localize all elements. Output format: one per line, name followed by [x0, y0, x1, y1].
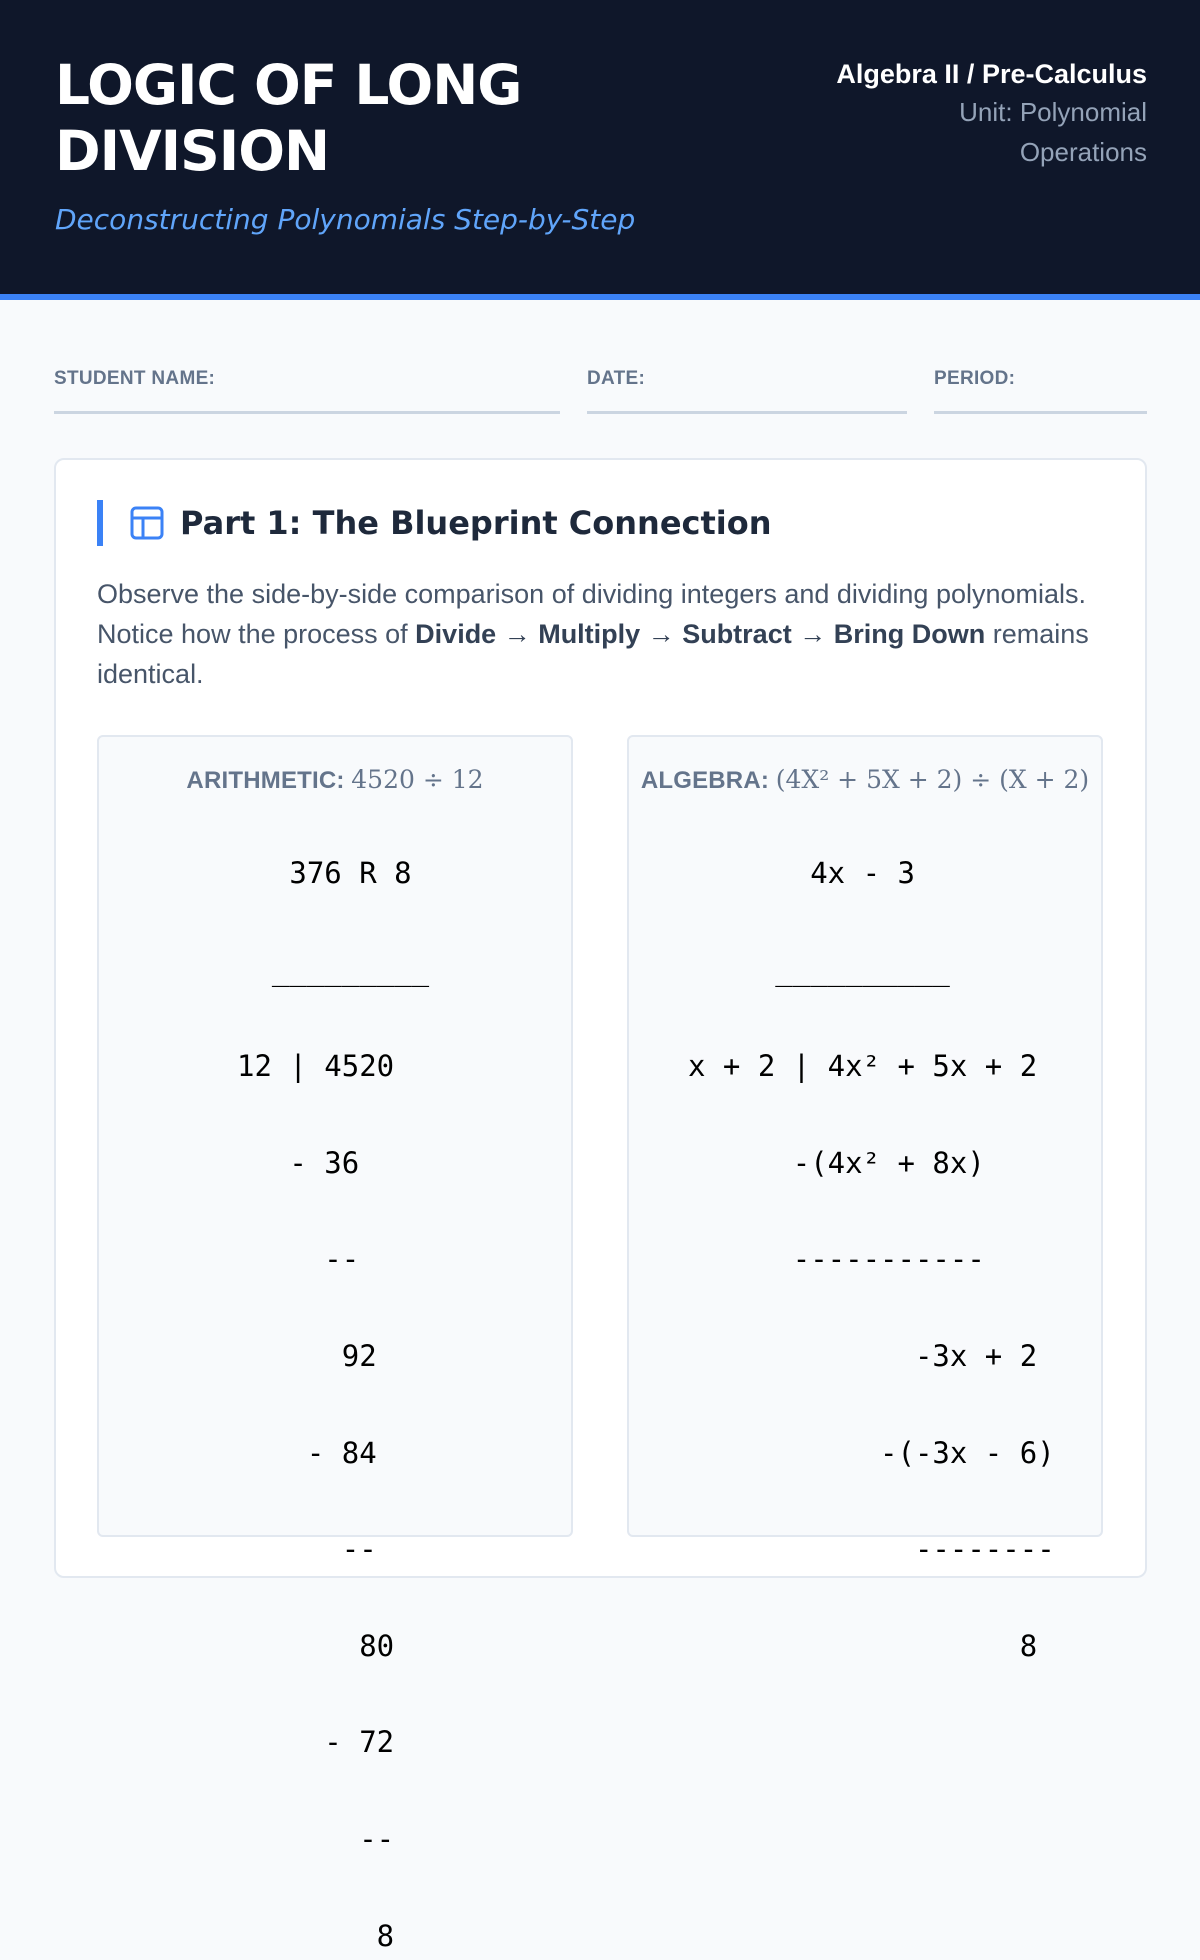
layout-icon: [130, 506, 164, 540]
date-field[interactable]: [587, 368, 907, 414]
period-label: PERIOD:: [934, 368, 1016, 389]
unit-name: Unit: Polynomial Operations: [959, 97, 1147, 167]
arithmetic-work: 376 R 8 _________ 12 | 4520 - 36 -- 92 - 84 -- 80 - 72 -- 8: [237, 856, 430, 1953]
process-steps: Divide → Multiply → Subtract → Bring Down: [415, 619, 986, 649]
algebra-work: 4x - 3 __________ x + 2 | 4x² + 5x + 2 -(4x² + 8x) ----------- -3x + 2 -(-3x - 6) -------- 8: [688, 856, 1055, 1663]
course-meta: [707, 56, 1147, 172]
section-heading: [97, 500, 772, 546]
intro-tail: remains identical.: [97, 619, 1089, 689]
course-name: Algebra II / Pre-Calculus: [836, 59, 1147, 89]
section-intro: [97, 574, 1107, 694]
algebra-expression: (4X² + 5X + 2) ÷ (X + 2): [775, 765, 1090, 794]
arithmetic-label: ARITHMETIC:: [186, 767, 345, 794]
algebra-heading: [629, 765, 1101, 795]
arithmetic-expression: 4520 ÷ 12: [351, 765, 484, 794]
student-name-field[interactable]: [54, 368, 560, 414]
arithmetic-heading: [99, 765, 571, 795]
page-header: [0, 0, 1200, 300]
page-title: LOGIC OF LONG DIVISION: [55, 53, 522, 183]
algebra-label: ALGEBRA:: [640, 767, 770, 794]
intro-text: Observe the side-by-side comparison of dividing integers and dividing polynomials. Notice how the process of: [97, 579, 1087, 649]
algebra-panel: [627, 735, 1103, 1663]
arithmetic-panel: [97, 735, 573, 1953]
date-label: DATE:: [587, 368, 646, 389]
student-name-label: STUDENT NAME:: [54, 368, 216, 389]
section-title: Part 1: The Blueprint Connection: [180, 504, 772, 542]
period-field[interactable]: [934, 368, 1147, 414]
part1-card: [54, 458, 1147, 1953]
page-subtitle: Deconstructing Polynomials Step-by-Step: [55, 203, 636, 236]
